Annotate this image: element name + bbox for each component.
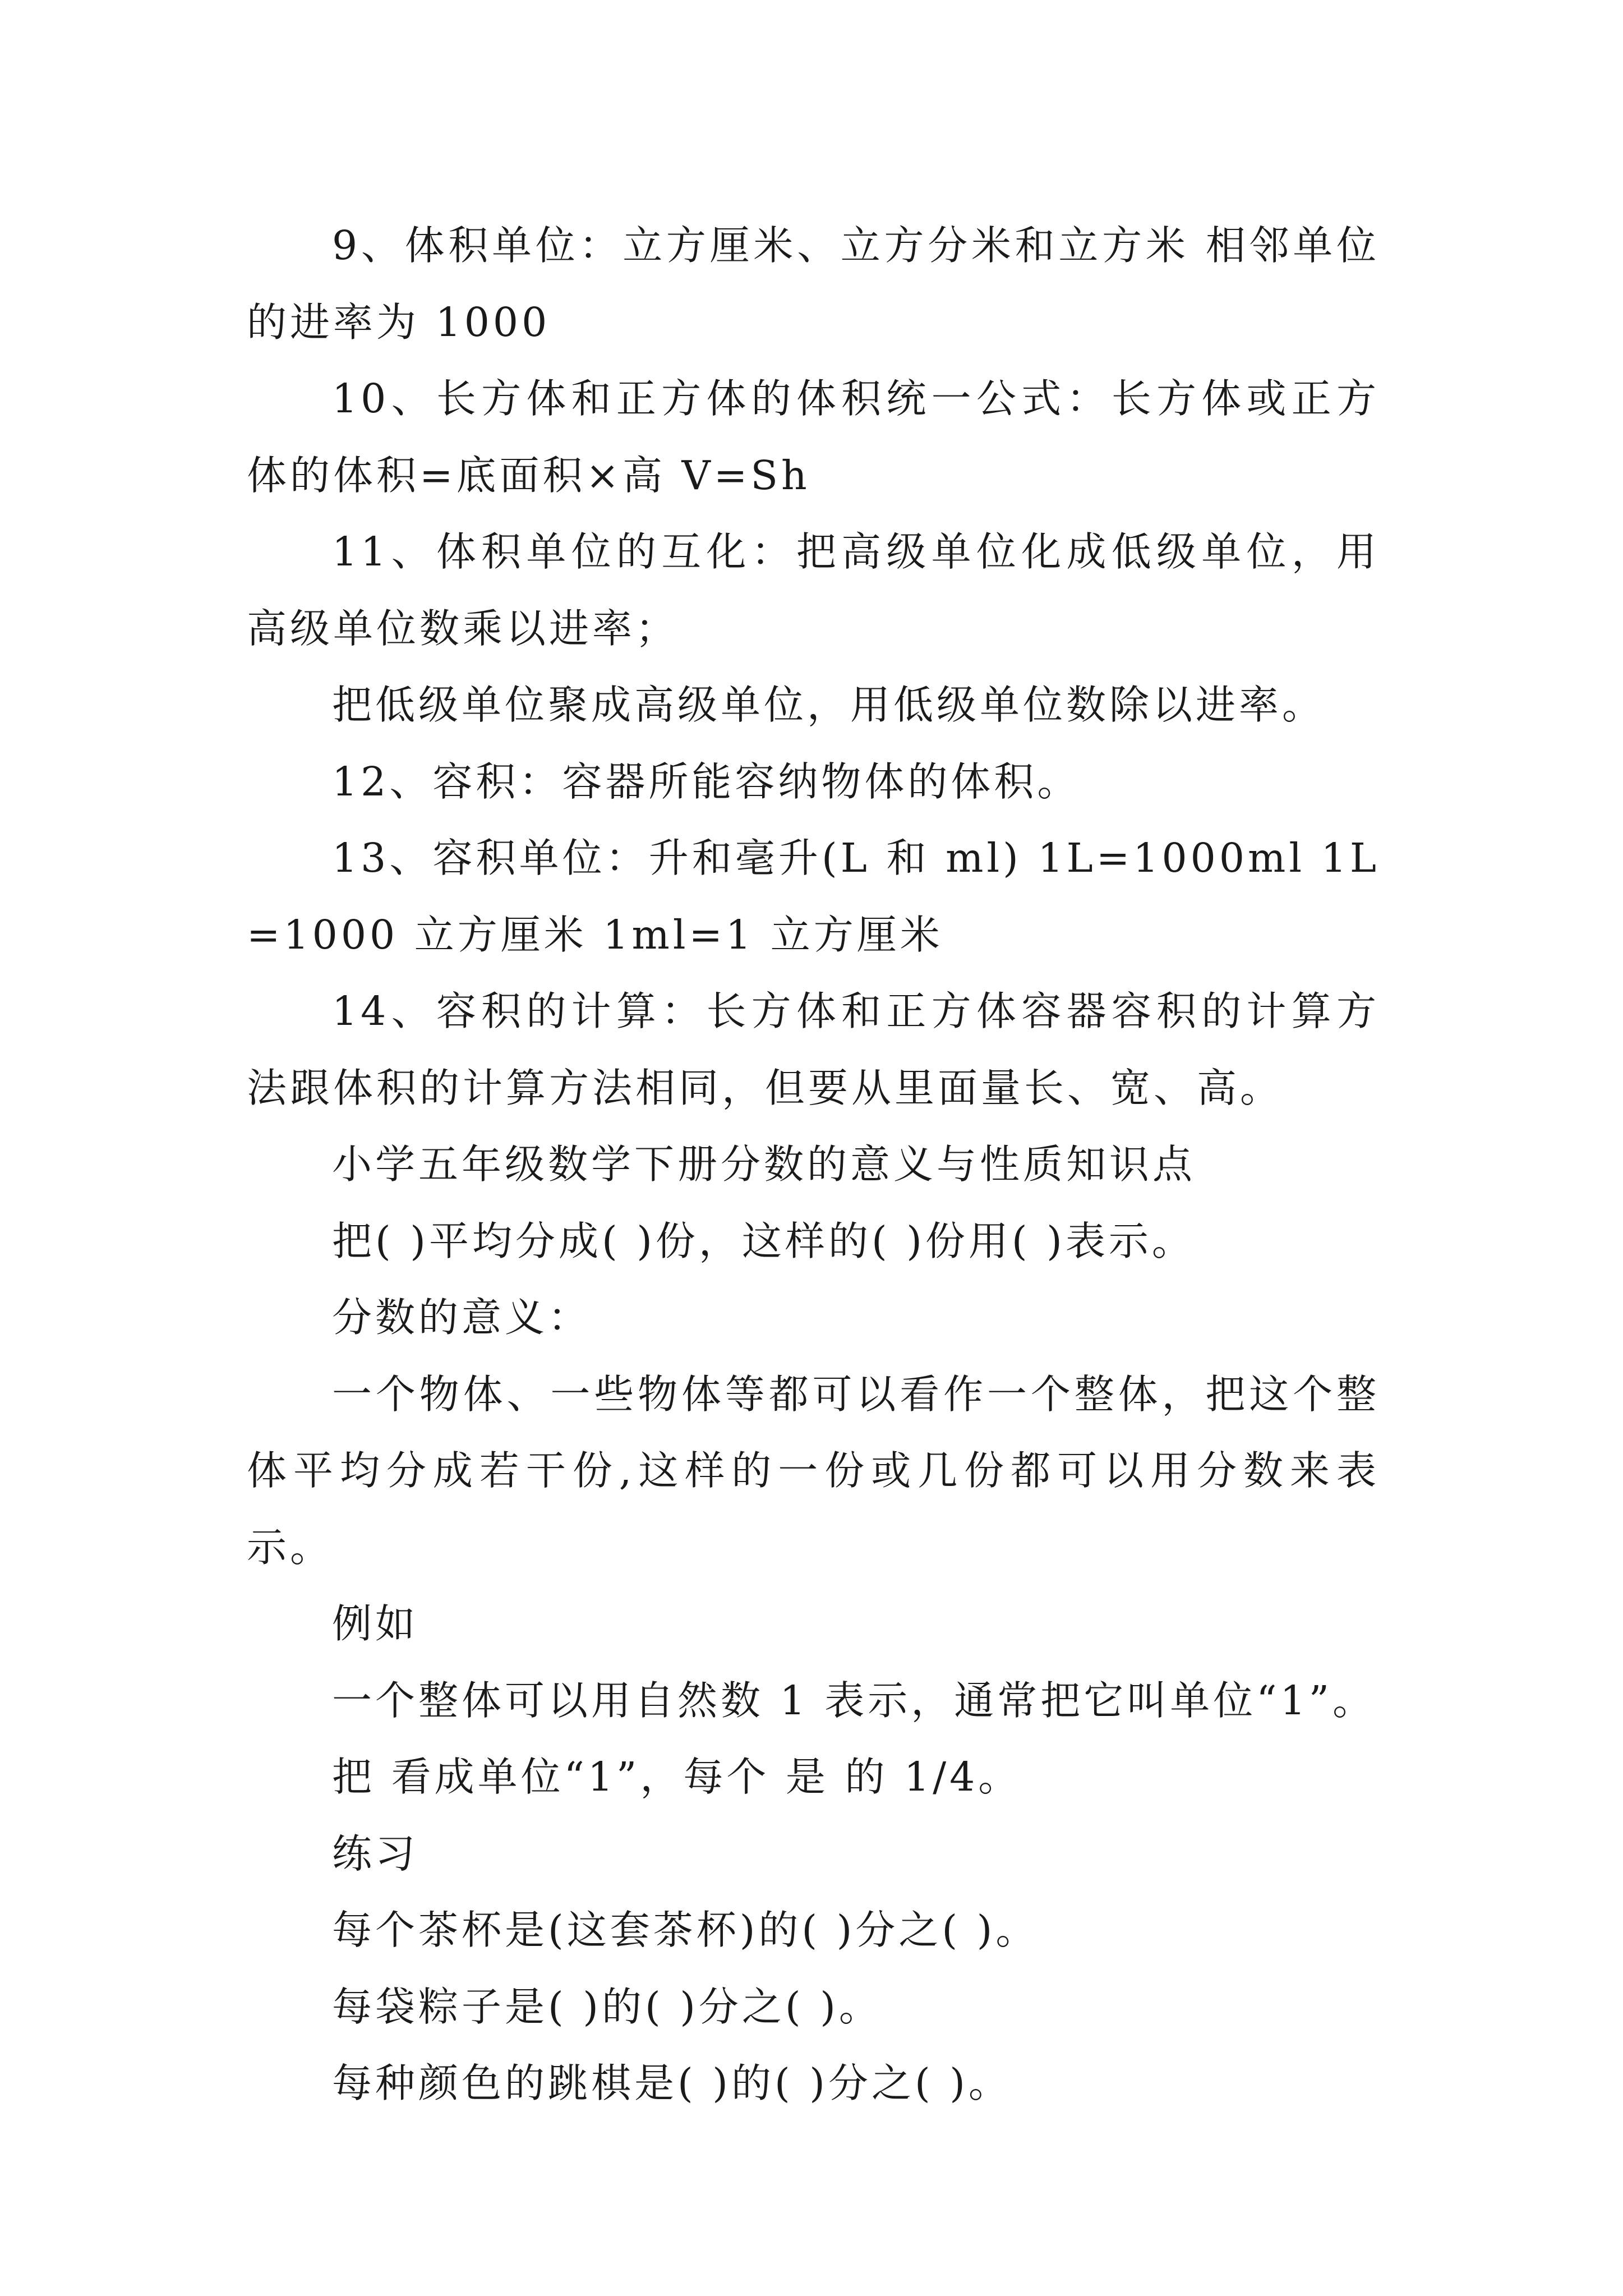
paragraph-quarter-example: 把 看成单位“1”，每个 是 的 1/4。 (332, 1754, 1022, 1800)
paragraph-fraction-meaning: 一个物体、一些物体等都可以看作一个整体，把这个整体平均分成若干份,这样的一份或几份都可以用分数来表示。 (247, 1370, 1380, 1571)
paragraph-practice-checkers: 每种颜色的跳棋是( )的( )分之( )。 (332, 2060, 1012, 2106)
paragraph-unit-conversion-reverse: 把低级单位聚成高级单位，用低级单位数除以进率。 (332, 682, 1326, 728)
paragraph-volume-units: 9、体积单位：立方厘米、立方分米和立方米 相邻单位的进率为 1000 (247, 222, 1380, 346)
paragraph-fill-blank: 把( )平均分成( )份，这样的( )份用( )表示。 (332, 1217, 1195, 1264)
paragraph-unit-one: 一个整体可以用自然数 1 表示，通常把它叫单位“1”。 (332, 1677, 1376, 1724)
paragraph-volume-formula: 10、长方体和正方体的体积统一公式：长方体或正方体的体积=底面积×高 V=Sh (247, 375, 1380, 499)
paragraph-practice-label: 练习 (332, 1830, 419, 1877)
paragraph-example-label: 例如 (332, 1600, 419, 1647)
paragraph-practice-teacup: 每个茶杯是(这套茶杯)的( )分之( )。 (332, 1907, 1039, 1953)
paragraph-capacity: 12、容积：容器所能容纳物体的体积。 (332, 758, 1081, 805)
document-body (247, 208, 1380, 2122)
paragraph-unit-conversion: 11、体积单位的互化：把高级单位化成低级单位，用高级单位数乘以进率； (247, 528, 1380, 652)
section-heading: 小学五年级数学下册分数的意义与性质知识点 (332, 1141, 1196, 1188)
paragraph-practice-zongzi: 每袋粽子是( )的( )分之( )。 (332, 1983, 882, 2030)
paragraph-fraction-meaning-label: 分数的意义： (332, 1294, 592, 1341)
paragraph-capacity-units: 13、容积单位：升和毫升(L 和 ml) 1L=1000ml 1L=1000 立方厘米 1ml=1 立方厘米 (247, 835, 1380, 958)
paragraph-capacity-calculation: 14、容积的计算：长方体和正方体容器容积的计算方法跟体积的计算方法相同，但要从里面量长、宽、高。 (247, 988, 1380, 1111)
